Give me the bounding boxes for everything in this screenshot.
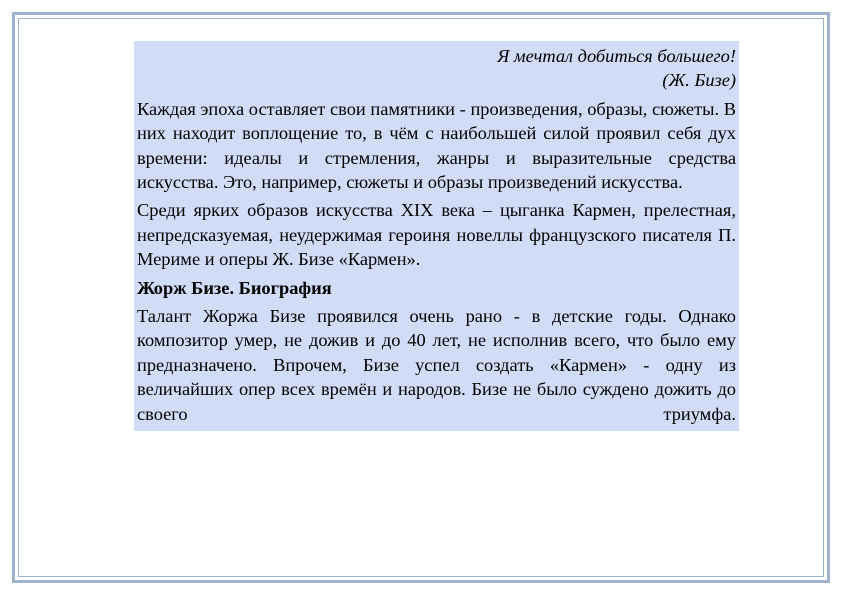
text-block [134,41,739,431]
biography-paragraph: Талант Жоржа Бизе проявился очень рано - в детские годы. Однако композитор умер, не дожив и до 40 лет, не исполнив всего, что было ему предназначено. Впрочем, Бизе успел создать «Кармен» - одну из величайших опер всех времён и народов. Бизе не было суждено дожить до своего триумфа. [137,306,736,424]
epigraph-quote: Я мечтал добиться большего! [497,46,736,66]
intro-paragraph: Каждая эпоха оставляет свои памятники - произведения, образы, сюжеты. В них находит воплощение то, в чём с наибольшей силой проявил себя дух времени: идеалы и стремления, жанры и выразительные средства искусства. Это, например, сюжеты и образы произведений искусства. [137,98,736,193]
epigraph-author: (Ж. Бизе) [662,70,736,91]
biography-heading: Жорж Бизе. Биография [137,277,332,298]
carmen-paragraph: Среди ярких образов искусства XIX века – цыганка Кармен, прелестная, непредсказуемая, неудержимая героиня новеллы французского писателя П. Мериме и оперы Ж. Бизе «Кармен». [137,200,736,270]
